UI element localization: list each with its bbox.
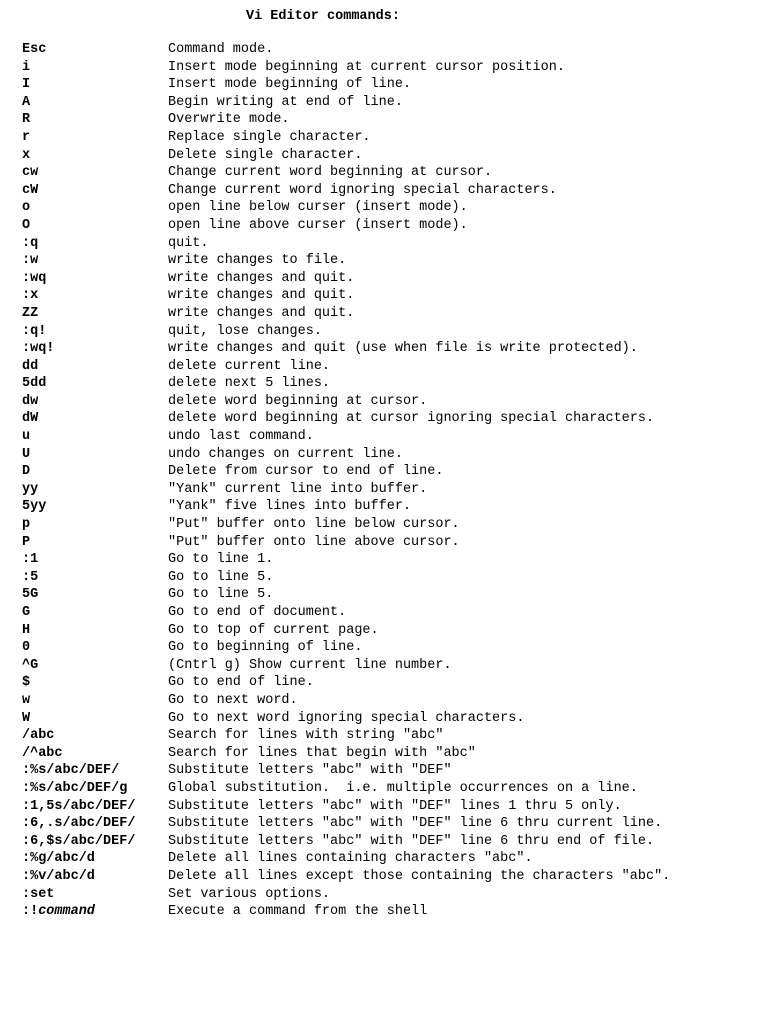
command-key: [22, 868, 168, 886]
command-key-text: 5yy: [22, 499, 47, 515]
command-key-text: O: [22, 217, 31, 233]
command-description: Substitute letters "abc" with "DEF" line 6 thru current line.: [168, 816, 663, 832]
command-description: delete current line.: [168, 358, 331, 374]
command-key-text: W: [22, 710, 31, 726]
command-key: [22, 446, 168, 464]
command-key: [22, 252, 168, 270]
command-key: [22, 727, 168, 745]
command-row: [22, 94, 758, 112]
command-description: delete word beginning at cursor.: [168, 393, 428, 409]
command-row: [22, 305, 758, 323]
command-description: Change current word beginning at cursor.: [168, 165, 493, 181]
command-row: [22, 903, 758, 921]
command-row: [22, 569, 758, 587]
command-row: [22, 270, 758, 288]
command-key-text: cW: [22, 182, 39, 198]
command-key: [22, 534, 168, 552]
command-key: [22, 111, 168, 129]
command-description: Go to line 5.: [168, 569, 274, 585]
command-key: [22, 94, 168, 112]
command-key: [22, 815, 168, 833]
command-key-text: yy: [22, 481, 39, 497]
command-key: [22, 270, 168, 288]
command-key-text: :5: [22, 569, 39, 585]
command-key: [22, 164, 168, 182]
command-row: [22, 762, 758, 780]
command-key-text: w: [22, 692, 31, 708]
command-key: [22, 393, 168, 411]
command-key: [22, 516, 168, 534]
command-key-text: p: [22, 517, 31, 533]
command-key-text: /^abc: [22, 745, 63, 761]
command-key: [22, 428, 168, 446]
command-key-text: i: [22, 59, 31, 75]
command-key-text: :%s/abc/DEF/: [22, 763, 120, 779]
command-description: open line above curser (insert mode).: [168, 217, 468, 233]
command-key: [22, 463, 168, 481]
command-description: write changes and quit.: [168, 270, 355, 286]
command-description: (Cntrl g) Show current line number.: [168, 657, 452, 673]
command-row: [22, 534, 758, 552]
command-description: Delete from cursor to end of line.: [168, 464, 444, 480]
command-key-text: :%v/abc/d: [22, 868, 95, 884]
command-key: [22, 358, 168, 376]
command-key-text: :q!: [22, 323, 47, 339]
command-row: [22, 235, 758, 253]
command-key: [22, 498, 168, 516]
command-description: Delete all lines containing characters "abc".: [168, 851, 533, 867]
command-description: "Put" buffer onto line below cursor.: [168, 517, 460, 533]
command-key: [22, 639, 168, 657]
command-description: Go to line 1.: [168, 552, 274, 568]
command-row: [22, 850, 758, 868]
command-key-text: $: [22, 675, 31, 691]
command-key-text: 0: [22, 640, 31, 656]
command-key-text: :!: [22, 904, 39, 920]
command-description: delete word beginning at cursor ignoring special characters.: [168, 411, 655, 427]
command-description: quit.: [168, 235, 209, 251]
command-key-text: :6,.s/abc/DEF/: [22, 816, 136, 832]
command-key-text: :%g/abc/d: [22, 851, 95, 867]
command-key: [22, 780, 168, 798]
command-description: Begin writing at end of line.: [168, 94, 403, 110]
command-row: [22, 428, 758, 446]
command-row: [22, 674, 758, 692]
command-key-text: :w: [22, 253, 39, 269]
command-key-text: H: [22, 622, 31, 638]
command-key-text: ^G: [22, 657, 39, 673]
command-row: [22, 199, 758, 217]
command-key: [22, 375, 168, 393]
command-key: [22, 410, 168, 428]
command-key-text: dw: [22, 393, 39, 409]
command-row: [22, 217, 758, 235]
command-description: write changes and quit (use when file is write protected).: [168, 341, 638, 357]
command-key: [22, 129, 168, 147]
command-row: [22, 410, 758, 428]
command-description: write changes and quit.: [168, 288, 355, 304]
command-row: [22, 639, 758, 657]
command-description: Change current word ignoring special characters.: [168, 182, 557, 198]
command-key: [22, 217, 168, 235]
command-key-text: :set: [22, 886, 55, 902]
command-row: [22, 111, 758, 129]
command-key-text: :6,$s/abc/DEF/: [22, 833, 136, 849]
command-key: [22, 235, 168, 253]
command-key-text: 5dd: [22, 376, 47, 392]
command-description: Execute a command from the shell: [168, 904, 428, 920]
command-key-text: :wq: [22, 270, 47, 286]
command-row: [22, 375, 758, 393]
document-title: Vi Editor commands:: [246, 9, 400, 24]
command-description: "Yank" five lines into buffer.: [168, 499, 412, 515]
command-key: [22, 305, 168, 323]
command-key-text: P: [22, 534, 31, 550]
command-row: [22, 164, 758, 182]
command-key-text: u: [22, 429, 31, 445]
command-description: Insert mode beginning at current cursor position.: [168, 59, 565, 75]
command-row: [22, 604, 758, 622]
command-key-text: I: [22, 77, 31, 93]
command-key: [22, 569, 168, 587]
command-key-text: :1: [22, 552, 39, 568]
command-key: [22, 762, 168, 780]
command-key: [22, 692, 168, 710]
command-key: [22, 287, 168, 305]
command-key-text: D: [22, 464, 31, 480]
command-key-text: /abc: [22, 728, 55, 744]
command-key: [22, 147, 168, 165]
command-row: [22, 463, 758, 481]
command-row: [22, 446, 758, 464]
command-key-text: R: [22, 112, 31, 128]
command-key: [22, 182, 168, 200]
command-key: [22, 903, 168, 921]
command-row: [22, 727, 758, 745]
command-key-text: :q: [22, 235, 39, 251]
command-row: [22, 657, 758, 675]
command-row: [22, 692, 758, 710]
command-row: [22, 586, 758, 604]
command-description: open line below curser (insert mode).: [168, 200, 468, 216]
command-description: Substitute letters "abc" with "DEF" line 6 thru end of file.: [168, 833, 655, 849]
command-description: Substitute letters "abc" with "DEF": [168, 763, 452, 779]
command-key-text: G: [22, 605, 31, 620]
command-key: [22, 551, 168, 569]
command-key-text: :%s/abc/DEF/g: [22, 780, 128, 796]
command-description: Go to next word.: [168, 692, 298, 708]
command-key: [22, 674, 168, 692]
command-row: [22, 868, 758, 886]
command-key-text: Esc: [22, 42, 47, 57]
command-key: [22, 59, 168, 77]
command-description: Global substitution. i.e. multiple occurrences on a line.: [168, 780, 638, 796]
command-description: Delete single character.: [168, 147, 363, 163]
command-key: [22, 745, 168, 763]
command-row: [22, 340, 758, 358]
command-row: [22, 622, 758, 640]
command-key: [22, 886, 168, 904]
command-description: "Put" buffer onto line above cursor.: [168, 534, 460, 550]
command-key-text: :wq!: [22, 341, 55, 357]
command-key-text: dd: [22, 358, 39, 374]
command-row: [22, 182, 758, 200]
command-row: [22, 745, 758, 763]
command-description: write changes to file.: [168, 253, 347, 269]
command-row: [22, 710, 758, 728]
command-row: [22, 59, 758, 77]
command-key: [22, 41, 168, 59]
command-description: Overwrite mode.: [168, 112, 290, 128]
command-description: Go to end of document.: [168, 605, 347, 620]
command-row: [22, 252, 758, 270]
command-row: [22, 886, 758, 904]
command-key: [22, 657, 168, 675]
command-description: quit, lose changes.: [168, 323, 322, 339]
command-key-argument: command: [38, 904, 95, 920]
command-key-text: A: [22, 94, 31, 110]
command-row: [22, 498, 758, 516]
command-key-text: r: [22, 129, 31, 145]
command-description: Go to end of line.: [168, 675, 314, 691]
command-row: [22, 551, 758, 569]
command-key-text: 5G: [22, 587, 39, 603]
command-description: "Yank" current line into buffer.: [168, 481, 428, 497]
command-key: [22, 833, 168, 851]
command-key: [22, 323, 168, 341]
command-description: Delete all lines except those containing the characters "abc".: [168, 868, 671, 884]
command-description: write changes and quit.: [168, 305, 355, 321]
command-description: Go to top of current page.: [168, 622, 379, 638]
command-key-text: U: [22, 446, 31, 462]
command-description: Go to beginning of line.: [168, 640, 363, 656]
command-description: Search for lines with string "abc": [168, 728, 444, 744]
command-table: [22, 41, 758, 921]
command-row: [22, 76, 758, 94]
command-row: [22, 780, 758, 798]
command-row: [22, 41, 758, 59]
command-row: [22, 129, 758, 147]
command-description: undo changes on current line.: [168, 446, 403, 462]
command-key: [22, 586, 168, 604]
command-key: [22, 76, 168, 94]
command-row: [22, 516, 758, 534]
command-description: Substitute letters "abc" with "DEF" lines 1 thru 5 only.: [168, 798, 622, 814]
command-description: delete next 5 lines.: [168, 376, 331, 392]
command-description: Go to line 5.: [168, 587, 274, 603]
command-row: [22, 393, 758, 411]
command-row: [22, 481, 758, 499]
command-key: [22, 604, 168, 622]
command-key-text: x: [22, 147, 31, 163]
command-description: Command mode.: [168, 42, 274, 57]
command-row: [22, 147, 758, 165]
command-key: [22, 481, 168, 499]
command-key-text: dW: [22, 411, 39, 427]
command-key-text: ZZ: [22, 305, 39, 321]
command-row: [22, 323, 758, 341]
command-description: Set various options.: [168, 886, 331, 902]
command-row: [22, 833, 758, 851]
command-key-text: cw: [22, 165, 39, 181]
command-row: [22, 798, 758, 816]
command-key: [22, 199, 168, 217]
command-description: Insert mode beginning of line.: [168, 77, 412, 93]
command-description: Replace single character.: [168, 129, 371, 145]
command-row: [22, 358, 758, 376]
command-key-text: o: [22, 200, 31, 216]
command-description: Search for lines that begin with "abc": [168, 745, 476, 761]
command-description: Go to next word ignoring special characters.: [168, 710, 525, 726]
command-key: [22, 710, 168, 728]
command-row: [22, 815, 758, 833]
command-key-text: :1,5s/abc/DEF/: [22, 798, 136, 814]
command-key-text: :x: [22, 288, 39, 304]
command-key: [22, 340, 168, 358]
command-row: [22, 287, 758, 305]
command-key: [22, 798, 168, 816]
command-description: undo last command.: [168, 429, 314, 445]
command-key: [22, 850, 168, 868]
command-key: [22, 622, 168, 640]
